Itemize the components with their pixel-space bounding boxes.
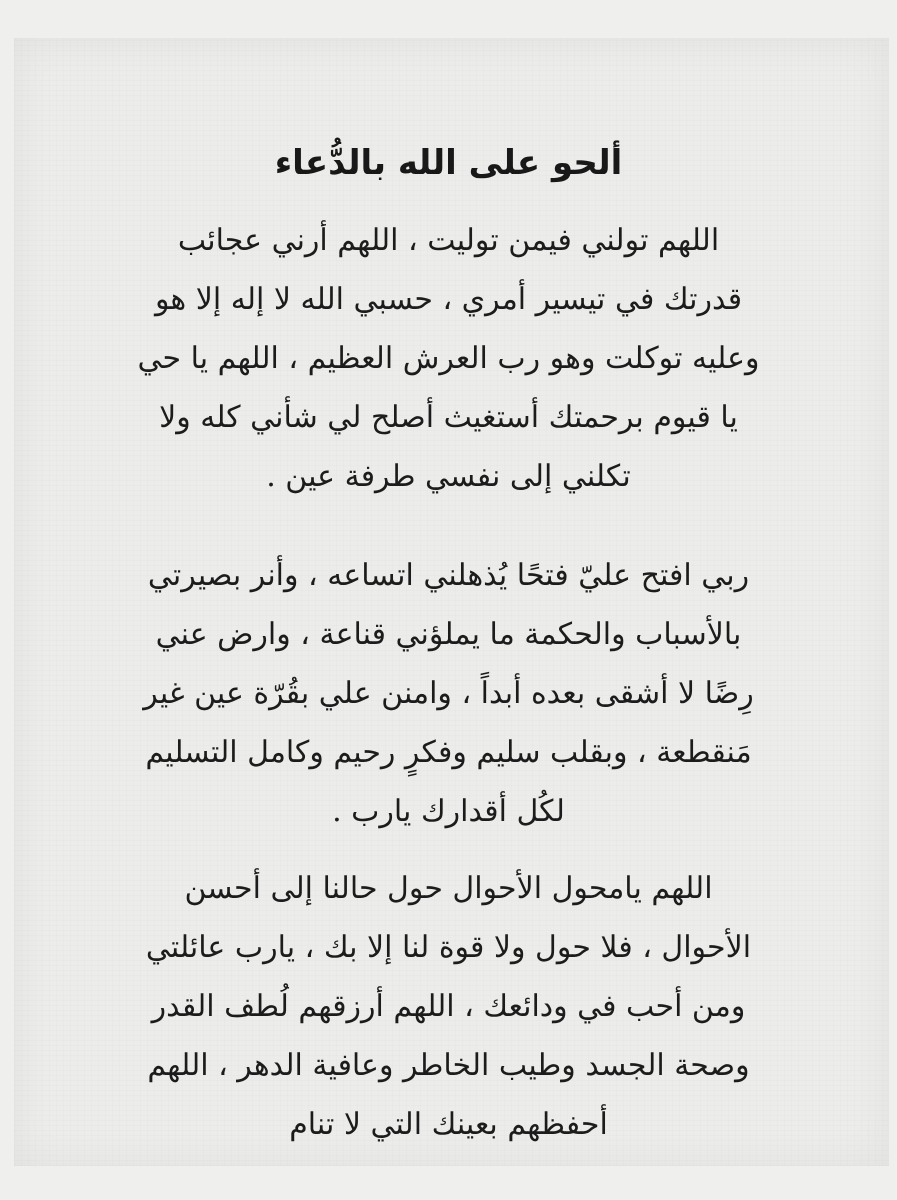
text-line: مَنقطعة ، وبقلب سليم وفكرٍ رحيم وكامل التسليم [145,735,752,770]
text-line: بالأسباب والحكمة ما يملؤني قناعة ، وارض عني [155,617,742,652]
text-line: رِضًا لا أشقى بعده أبداً ، وامنن علي بقُرّة عين غير [143,676,754,711]
text-line: وعليه توكلت وهو رب العرش العظيم ، اللهم يا حي [137,341,760,376]
text-line: اللهم تولني فيمن توليت ، اللهم أرني عجائب [177,223,720,258]
text-line: قدرتك في تيسير أمري ، حسبي الله لا إله إلا هو [154,282,743,317]
text-line: ربي افتح عليّ فتحًا يُذهلني اتساعه ، وأنر بصيرتي [147,558,750,593]
paragraph-3 [0,859,897,1154]
text-line: اللهم يامحول الأحوال حول حالنا إلى أحسن [184,871,713,906]
text-line: يا قيوم برحمتك أستغيث أصلح لي شأني كله ولا [159,400,738,435]
text-line: ومن أحب في ودائعك ، اللهم أرزقهم لُطف القدر [151,989,746,1024]
page-title: ألحو على الله بالدُّعاء [274,143,623,183]
text-line: الأحوال ، فلا حول ولا قوة لنا إلا بك ، يارب عائلتي [145,930,752,965]
text-line: وصحة الجسد وطيب الخاطر وعافية الدهر ، اللهم [147,1048,750,1083]
text-line: لكُل أقدارك يارب . [332,794,565,829]
text-line: تكلني إلى نفسي طرفة عين . [266,459,631,494]
text-line: أحفظهم بعينك التي لا تنام [289,1107,608,1142]
paragraph-1 [0,211,897,506]
paragraph-2 [0,546,897,841]
